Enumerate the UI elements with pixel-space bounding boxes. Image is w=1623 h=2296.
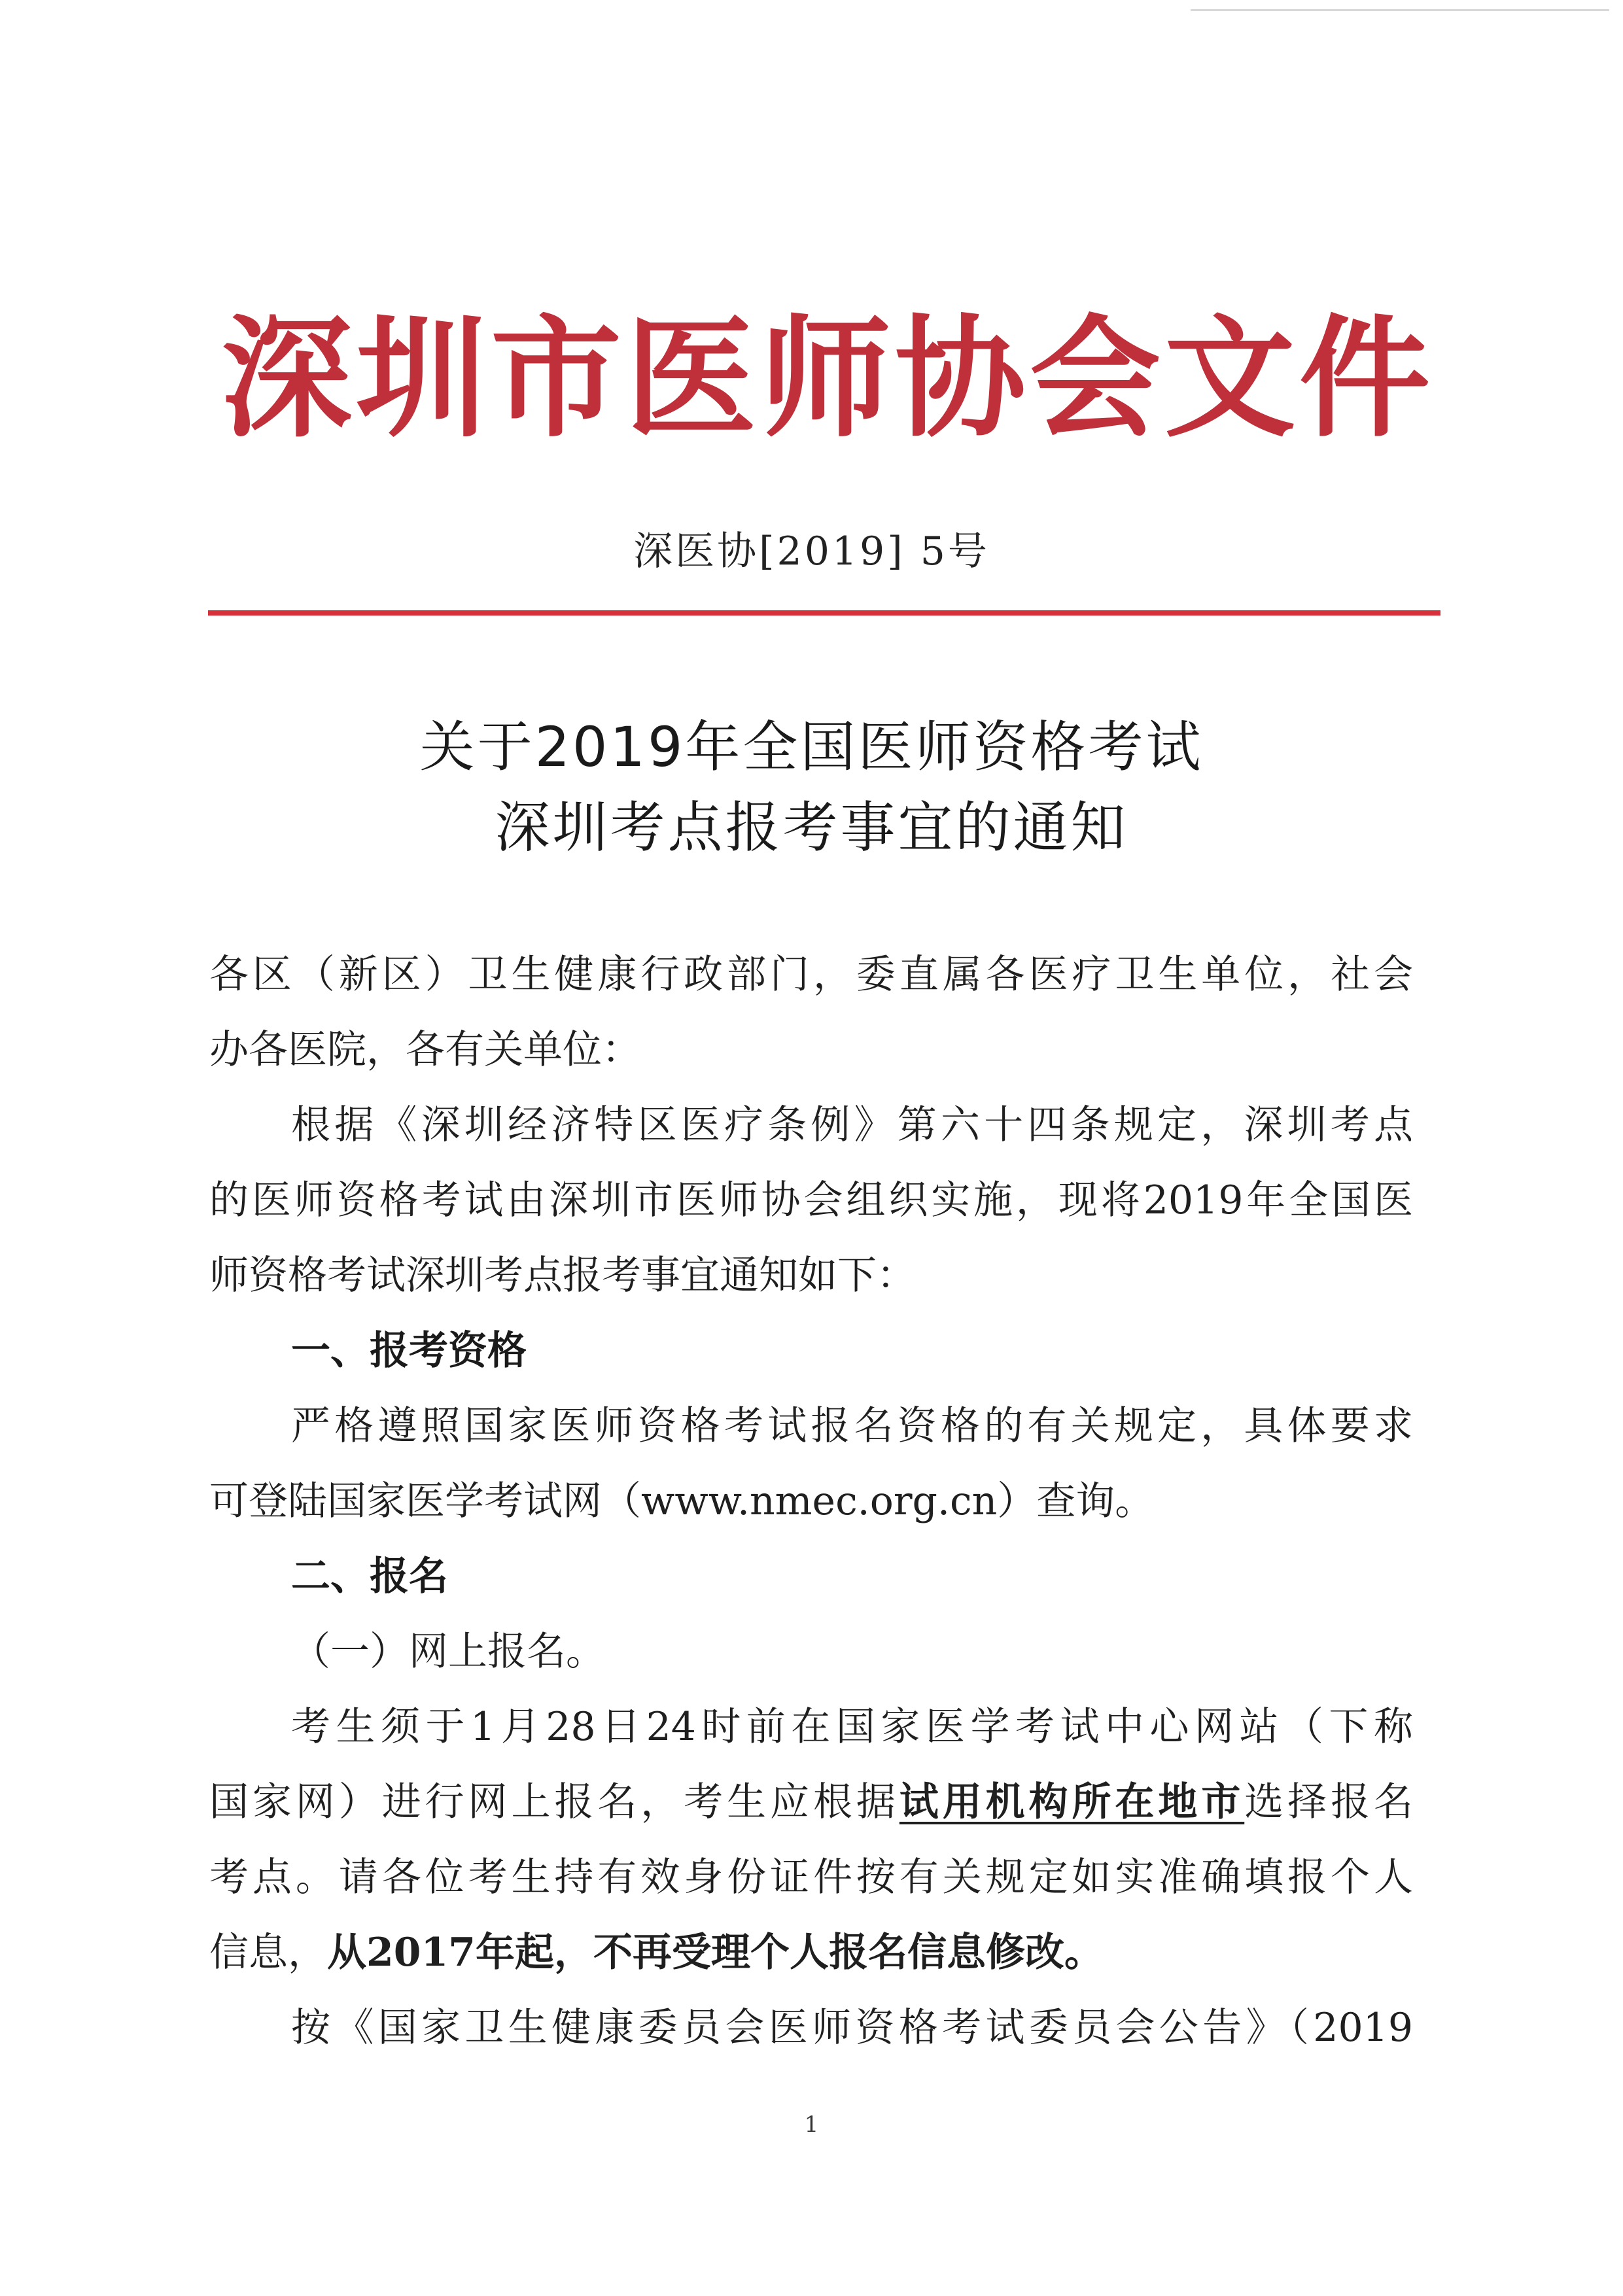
intro-line-1: 根据《深圳经济特区医疗条例》第六十四条规定，深圳考点 xyxy=(291,1102,1413,1148)
intro-line-2: 的医师资格考试由深圳市医师协会组织实施，现将2019年全国医 xyxy=(209,1177,1413,1223)
notice-title-line-2: 深圳考点报考事宜的通知 xyxy=(495,795,1128,860)
paragraph-1-line-2 xyxy=(209,1776,1413,1828)
scan-edge-line xyxy=(1191,9,1609,11)
section-2-heading: 二、报名 xyxy=(291,1554,448,1599)
intro-line-3: 师资格考试深圳考点报考事宜通知如下： xyxy=(209,1253,916,1298)
notice-title-line-1: 关于2019年全国医师资格考试 xyxy=(419,715,1204,779)
paragraph-1-line-1: 考生须于1月28日24时前在国家医学考试中心网站（下称 xyxy=(291,1704,1413,1750)
section-1-text-line-1: 严格遵照国家医师资格考试报名资格的有关规定，具体要求 xyxy=(291,1403,1413,1449)
page-number: 1 xyxy=(804,2112,819,2138)
bold-notice-phrase: 从2017年起，不再受理个人报名信息修改。 xyxy=(327,1930,1104,1975)
section-1-text-line-2: 可登陆国家医学考试网（www.nmec.org.cn）查询。 xyxy=(209,1478,1155,1524)
section-1-heading: 一、报考资格 xyxy=(291,1328,527,1374)
paragraph-1-line-4 xyxy=(209,1926,1104,1979)
paragraph-1-line-4-start: 信息， xyxy=(209,1930,327,1975)
document-number: 深医协[2019] 5号 xyxy=(633,529,990,574)
underlined-location-phrase: 试用机构所在地市 xyxy=(899,1779,1245,1825)
addressee-line-2: 办各医院，各有关单位： xyxy=(209,1027,641,1073)
subsection-1-heading: （一）网上报名。 xyxy=(291,1629,605,1675)
paragraph-2-line-1: 按《国家卫生健康委员会医师资格考试委员会公告》（2019 xyxy=(291,2005,1413,2051)
paragraph-1-line-2-start: 国家网）进行网上报名，考生应根据 xyxy=(209,1779,899,1825)
red-divider-rule xyxy=(208,610,1440,616)
masthead-title: 深圳市医师协会文件 xyxy=(220,303,1434,455)
addressee-line-1: 各区（新区）卫生健康行政部门，委直属各医疗卫生单位，社会 xyxy=(209,952,1413,998)
paragraph-1-line-3: 考点。请各位考生持有效身份证件按有关规定如实准确填报个人 xyxy=(209,1854,1413,1900)
paragraph-1-line-2-end: 选择报名 xyxy=(1244,1779,1414,1825)
